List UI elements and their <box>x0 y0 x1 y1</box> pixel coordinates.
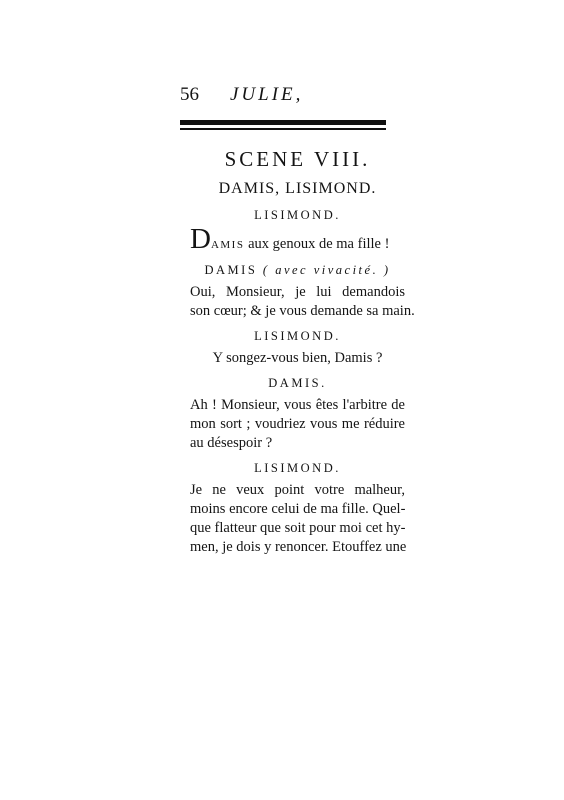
speech <box>190 396 405 453</box>
speaker-label: DAMIS. <box>268 376 327 390</box>
speech <box>190 349 405 368</box>
drop-cap: D <box>190 223 211 255</box>
speech-line: au désespoir ? <box>190 435 273 451</box>
speaker-label: DAMIS <box>204 263 258 277</box>
drop-cap-smallcaps: AMIS <box>210 239 245 251</box>
header-rule-thin <box>180 128 386 130</box>
characters-line: DAMIS, LISIMOND. <box>218 180 377 197</box>
speaker-label: LISIMOND. <box>254 461 341 475</box>
scene-title: SCENE VIII. <box>224 147 371 171</box>
speaker-with-direction <box>190 261 405 279</box>
speech-line: Ah ! Monsieur, vous êtes l'arbitre de <box>190 397 405 413</box>
speech-line: men, je dois y renoncer. Etouffez une <box>190 539 407 555</box>
speech-line: aux genoux de ma fille ! <box>244 236 390 252</box>
text-block <box>190 140 415 557</box>
header-rule-thick <box>180 120 386 125</box>
speaker-label: LISIMOND. <box>254 329 341 343</box>
speech <box>190 283 415 321</box>
speech-line: son cœur; & je vous demande sa main. <box>190 303 415 319</box>
speech-opening <box>190 223 405 255</box>
running-header <box>180 84 390 114</box>
speech-line: Oui, Monsieur, je lui demandois <box>190 284 405 300</box>
running-title: JULIE, <box>230 84 304 105</box>
stage-direction: ( avec vivacité. ) <box>262 263 391 277</box>
speaker-label: LISIMOND. <box>254 208 341 222</box>
speech <box>190 481 405 557</box>
speech-line: moins encore celui de ma fille. Quel- <box>190 501 406 517</box>
speech-line: Je ne veux point votre malheur, <box>190 482 405 498</box>
speech-line: que flatteur que soit pour moi cet hy- <box>190 520 406 536</box>
speech-line: mon sort ; voudriez vous me réduire <box>190 416 405 432</box>
page-number: 56 <box>180 84 199 105</box>
speech-line: Y songez-vous bien, Damis ? <box>212 350 383 366</box>
